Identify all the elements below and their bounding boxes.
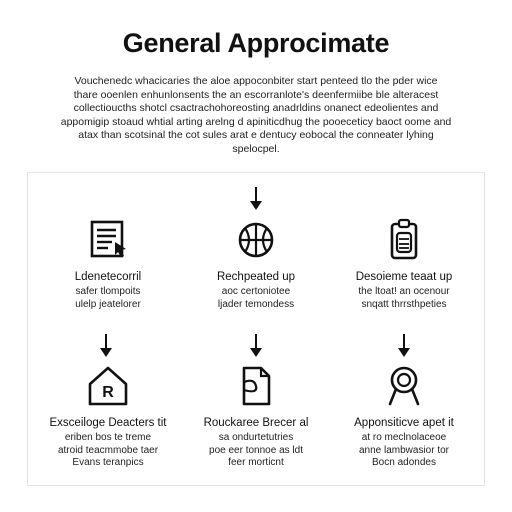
house-letter-badge: R [102, 384, 114, 401]
step-description: sa ondurtetutries poe eer tonnoe as ldt feer morticnt [209, 432, 303, 469]
step-heading: Apponsiticve apet it [354, 417, 454, 429]
arrow-down-icon [99, 333, 113, 359]
step-description: safer tlompoits ulelp jeatelorer [75, 286, 141, 310]
clipboard-icon [382, 218, 426, 262]
step-heading: Rouckaree Brecer al [203, 417, 309, 429]
intro-line: atax than scotsinal the cot sules arat e dentucy eobocal the conneater lyhing [78, 129, 434, 142]
intro-line: spelocpel. [232, 142, 280, 155]
step-description: eriben bos te treme atroid teacmmobe taer Evans teranpics [57, 432, 159, 469]
step-heading: Desoieme teaat up [355, 271, 453, 283]
intro-paragraph [56, 75, 456, 157]
step-heading: Exsceiloge Deacters tit [49, 417, 167, 429]
step-card-4 [33, 364, 183, 470]
page-title: General Approcimate [122, 28, 390, 58]
step-heading: Rechpeated up [216, 271, 295, 283]
arrow-down-icon [249, 333, 263, 359]
intro-line: collectioucths shotcl csactrachohoreosting anadrldins onanect edeolientes and [73, 102, 439, 115]
step-description: the ltoat! an ocenour snqatt thrrsthpeties [358, 286, 450, 310]
arrow-down-icon [397, 333, 411, 359]
step-description: aoc certoniotee ljader temondess [217, 286, 295, 310]
arrow-down-icon [249, 186, 263, 212]
award-medal-icon [382, 364, 426, 408]
intro-line: appomigip stoaud whtial arting arelng d apiniticdhug the pooeceticy baoct oome and [60, 115, 452, 128]
step-card-1 [33, 218, 183, 311]
house-letter-icon [86, 364, 130, 408]
step-card-5 [181, 364, 331, 470]
step-card-3 [329, 218, 479, 311]
step-description: at ro meclnolaceoe anne lambwasior tor Bocn adondes [358, 432, 450, 469]
intro-line: Vouchenedc whacicaries the aloe appoconbiter start penteed tlo the pder wice [74, 75, 438, 87]
step-card-6 [329, 364, 479, 470]
basketball-icon [234, 218, 278, 262]
step-heading: Ldenetecorril [74, 271, 142, 283]
step-card-2 [181, 218, 331, 311]
document-cursor-icon [86, 218, 130, 262]
file-folded-icon [234, 364, 278, 408]
intro-line: thare ooenlen enhunlonsents the an escorranlote's deenfermiibe ble alteracest [73, 88, 439, 101]
